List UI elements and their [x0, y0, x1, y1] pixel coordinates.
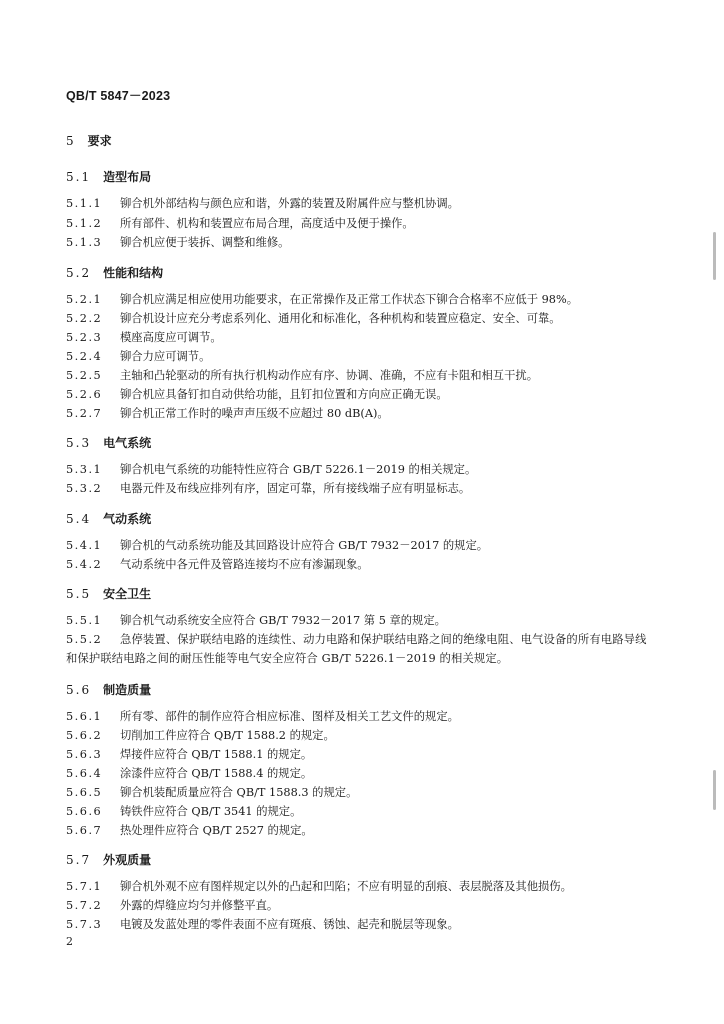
clause-5-4-2: 5.4.2 气动系统中各元件及管路连接均不应有渗漏现象。 — [66, 558, 369, 571]
clause-5-6-2: 5.6.2 切削加工件应符合 QB/T 1588.2 的规定。 — [66, 729, 335, 742]
section-5-5-heading — [66, 585, 151, 602]
clause-5-5-1: 5.5.1 铆合机气动系统安全应符合 GB/T 7932－2017 第 5 章的规定。 — [66, 614, 446, 627]
clause-5-2-4: 5.2.4 铆合力应可调节。 — [66, 350, 211, 363]
clause-5-2-3: 5.2.3 模座高度应可调节。 — [66, 331, 222, 344]
clause-5-7-3: 5.7.3 电镀及发蓝处理的零件表面不应有斑痕、锈蚀、起壳和脱层等现象。 — [66, 918, 459, 931]
scan-edge-mark — [713, 770, 716, 810]
section-number: 5.5 — [66, 587, 92, 601]
clause-5-6-7: 5.6.7 热处理件应符合 QB/T 2527 的规定。 — [66, 824, 313, 837]
clause-5-2-1: 5.2.1 铆合机应满足相应使用功能要求，在正常操作及正常工作状态下铆合合格率不应低于 98%。 — [66, 293, 578, 306]
clause-5-4-1: 5.4.1 铆合机的气动系统功能及其回路设计应符合 GB/T 7932－2017 的规定。 — [66, 539, 489, 552]
clause-5-7-2: 5.7.2 外露的焊缝应均匀并修整平直。 — [66, 899, 279, 912]
section-title: 制造质量 — [103, 683, 152, 697]
clause-5-5-2: 5.5.2 急停装置、保护联结电路的连续性、动力电路和保护联结电路之间的绝缘电阻、电气设备的所有电路导线和保护联结电路之间的耐压性能等电气安全应符合 GB/T 5226.1－2019 的相关规定。 — [66, 633, 647, 665]
clause-5-2-7: 5.2.7 铆合机正常工作时的噪声声压级不应超过 80 dB(A)。 — [66, 407, 389, 420]
section-5-1-heading — [66, 168, 151, 185]
section-title: 性能和结构 — [103, 266, 164, 280]
section-number: 5.6 — [66, 683, 92, 697]
scan-edge-mark — [713, 232, 716, 280]
section-5-heading — [66, 132, 112, 149]
clause-5-2-5: 5.2.5 主轴和凸轮驱动的所有执行机构动作应有序、协调、准确，不应有卡阻和相互干扰。 — [66, 369, 538, 382]
section-number: 5.7 — [66, 853, 92, 867]
section-5-3-heading — [66, 434, 151, 451]
section-number: 5.4 — [66, 512, 92, 526]
clause-5-1-3: 5.1.3 铆合机应便于装拆、调整和维修。 — [66, 236, 290, 249]
clause-5-3-2: 5.3.2 电器元件及布线应排列有序，固定可靠，所有接线端子应有明显标志。 — [66, 482, 471, 495]
clause-5-7-1: 5.7.1 铆合机外观不应有图样规定以外的凸起和凹陷；不应有明显的刮痕、表层脱落及其他损伤。 — [66, 880, 572, 893]
section-title: 造型布局 — [103, 170, 152, 184]
clause-5-6-1: 5.6.1 所有零、部件的制作应符合相应标准、图样及相关工艺文件的规定。 — [66, 710, 459, 723]
clause-5-6-6: 5.6.6 铸铁件应符合 QB/T 3541 的规定。 — [66, 805, 302, 818]
document-code: QB/T 5847－2023 — [66, 89, 171, 103]
section-title: 要求 — [87, 134, 112, 148]
section-title: 外观质量 — [103, 853, 152, 867]
clause-5-1-1: 5.1.1 铆合机外部结构与颜色应和谐，外露的装置及附属件应与整机协调。 — [66, 197, 459, 210]
clause-5-1-2: 5.1.2 所有部件、机构和装置应布局合理，高度适中及便于操作。 — [66, 217, 414, 230]
section-5-6-heading — [66, 681, 151, 698]
section-number: 5.1 — [66, 170, 92, 184]
section-number: 5.3 — [66, 436, 92, 450]
section-title: 安全卫生 — [103, 587, 152, 601]
clause-5-6-5: 5.6.5 铆合机装配质量应符合 QB/T 1588.3 的规定。 — [66, 786, 358, 799]
section-title: 气动系统 — [103, 512, 152, 526]
clause-5-6-3: 5.6.3 焊接件应符合 QB/T 1588.1 的规定。 — [66, 748, 313, 761]
page-number: 2 — [66, 935, 73, 948]
section-title: 电气系统 — [103, 436, 152, 450]
section-5-2-heading — [66, 264, 163, 281]
section-number: 5 — [66, 134, 76, 148]
section-5-4-heading — [66, 510, 151, 527]
clause-5-6-4: 5.6.4 涂漆件应符合 QB/T 1588.4 的规定。 — [66, 767, 313, 780]
clause-5-2-6: 5.2.6 铆合机应具备钉扣自动供给功能，且钉扣位置和方向应正确无误。 — [66, 388, 448, 401]
section-5-7-heading — [66, 851, 151, 868]
clause-5-3-1: 5.3.1 铆合机电气系统的功能特性应符合 GB/T 5226.1－2019 的相关规定。 — [66, 463, 477, 476]
section-number: 5.2 — [66, 266, 92, 280]
clause-5-2-2: 5.2.2 铆合机设计应充分考虑系列化、通用化和标准化，各种机构和装置应稳定、安全、可靠。 — [66, 312, 561, 325]
